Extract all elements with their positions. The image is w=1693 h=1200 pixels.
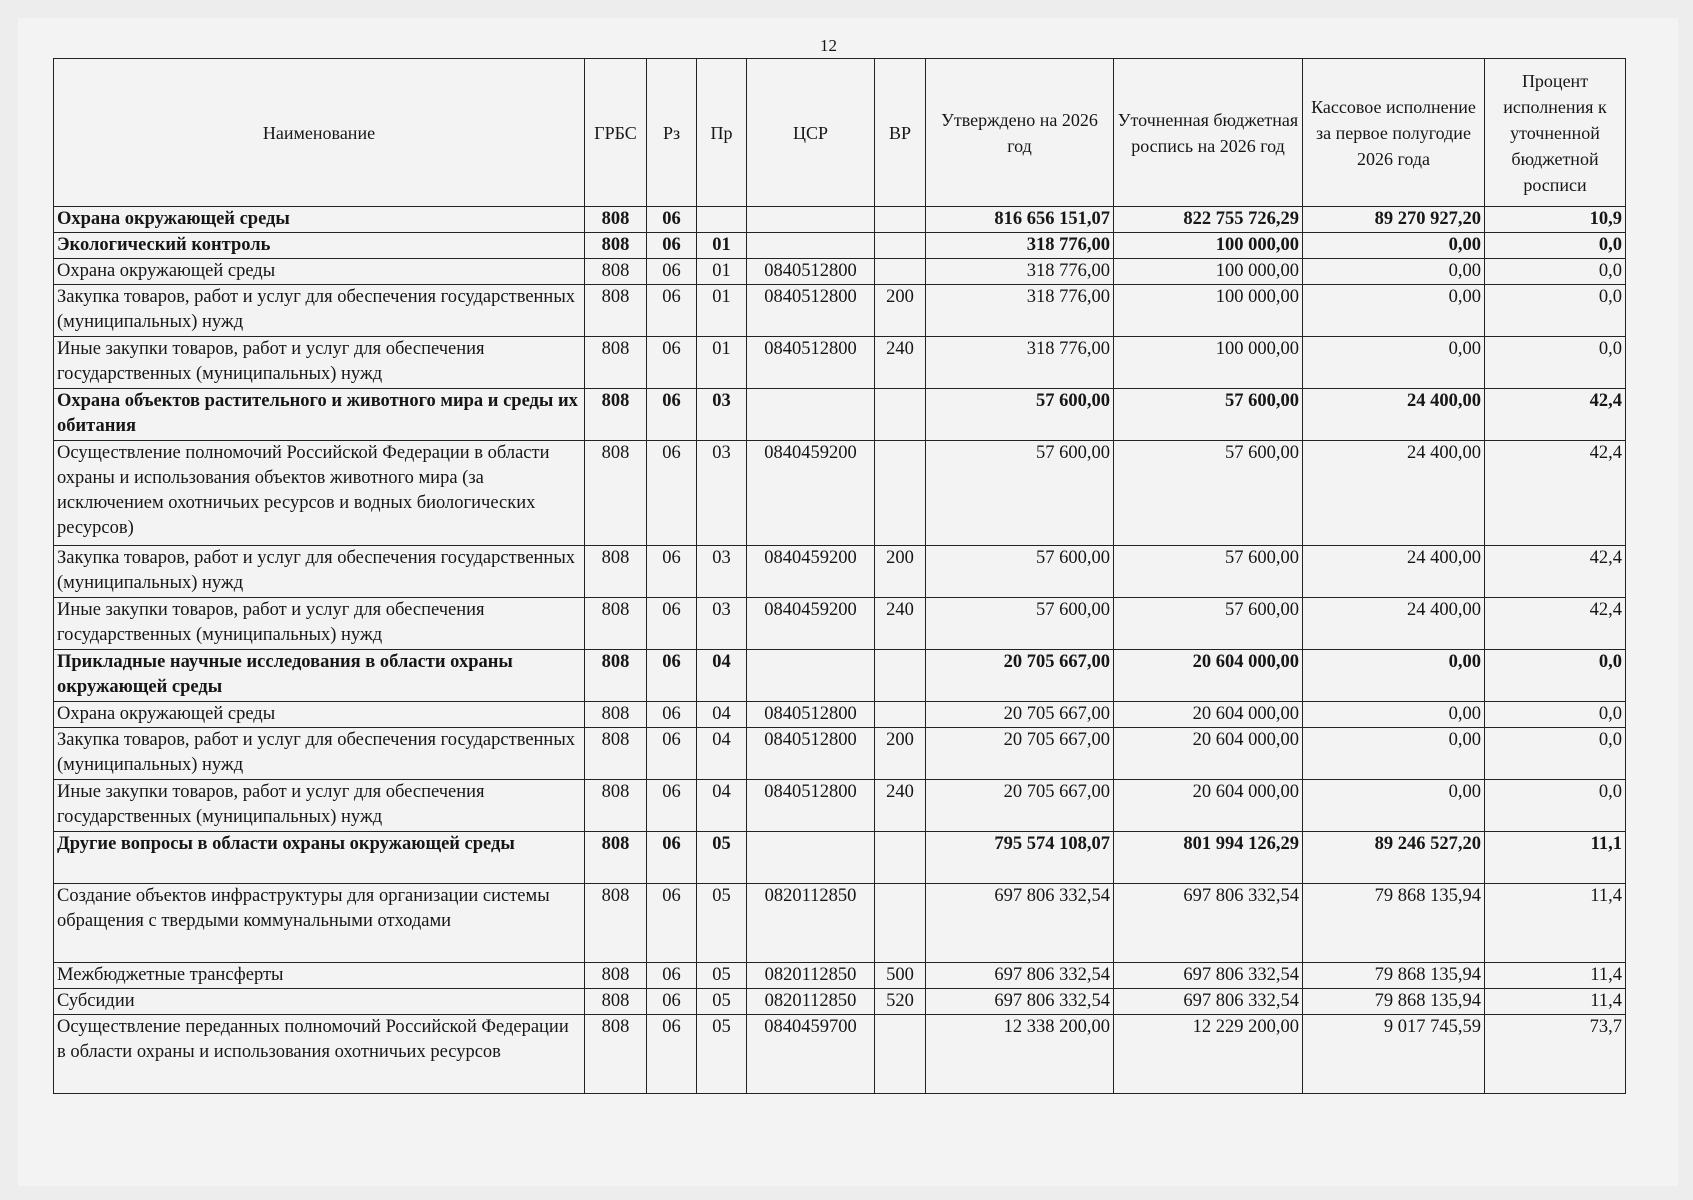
cell-csr: 0840512800: [747, 259, 875, 285]
cell-name: Закупка товаров, работ и услуг для обеспечения государственных (муниципальных) нужд: [54, 546, 585, 598]
cell-approved: 20 705 667,00: [926, 728, 1114, 780]
table-row: [54, 989, 1626, 1015]
cell-percent: 73,7: [1485, 1015, 1626, 1094]
cell-grbs: 808: [585, 832, 647, 884]
cell-refined: 100 000,00: [1114, 233, 1303, 259]
cell-rz: 06: [647, 702, 697, 728]
cell-percent: 0,0: [1485, 259, 1626, 285]
table-row: [54, 650, 1626, 702]
cell-csr: [747, 650, 875, 702]
cell-pr: 05: [697, 884, 747, 963]
cell-vr: [875, 207, 926, 233]
cell-name: Создание объектов инфраструктуры для организации системы обращения с твердыми коммунальными отходами: [54, 884, 585, 963]
cell-percent: 11,4: [1485, 884, 1626, 963]
cell-rz: 06: [647, 650, 697, 702]
cell-refined: 697 806 332,54: [1114, 963, 1303, 989]
cell-csr: 0840512800: [747, 285, 875, 337]
cell-approved: 12 338 200,00: [926, 1015, 1114, 1094]
cell-vr: 240: [875, 337, 926, 389]
cell-vr: [875, 1015, 926, 1094]
cell-cash: 89 270 927,20: [1303, 207, 1485, 233]
table-row: [54, 233, 1626, 259]
cell-percent: 42,4: [1485, 546, 1626, 598]
cell-pr: 03: [697, 546, 747, 598]
cell-vr: [875, 233, 926, 259]
cell-refined: 20 604 000,00: [1114, 702, 1303, 728]
cell-percent: 0,0: [1485, 702, 1626, 728]
cell-pr: 01: [697, 259, 747, 285]
cell-grbs: 808: [585, 207, 647, 233]
cell-name: Закупка товаров, работ и услуг для обеспечения государственных (муниципальных) нужд: [54, 728, 585, 780]
cell-name: Охрана окружающей среды: [54, 702, 585, 728]
cell-csr: 0840512800: [747, 702, 875, 728]
cell-refined: 100 000,00: [1114, 259, 1303, 285]
cell-percent: 42,4: [1485, 598, 1626, 650]
cell-vr: [875, 650, 926, 702]
cell-vr: [875, 702, 926, 728]
table-row: [54, 389, 1626, 441]
cell-name: Иные закупки товаров, работ и услуг для обеспечения государственных (муниципальных) нужд: [54, 598, 585, 650]
cell-cash: 79 868 135,94: [1303, 884, 1485, 963]
cell-vr: [875, 389, 926, 441]
cell-name: Охрана окружающей среды: [54, 259, 585, 285]
cell-rz: 06: [647, 259, 697, 285]
cell-name: Прикладные научные исследования в области охраны окружающей среды: [54, 650, 585, 702]
cell-csr: 0820112850: [747, 989, 875, 1015]
cell-grbs: 808: [585, 780, 647, 832]
table-row: [54, 832, 1626, 884]
cell-vr: 240: [875, 780, 926, 832]
cell-grbs: 808: [585, 389, 647, 441]
cell-percent: 11,1: [1485, 832, 1626, 884]
table-row: [54, 728, 1626, 780]
cell-grbs: 808: [585, 441, 647, 546]
cell-cash: 24 400,00: [1303, 441, 1485, 546]
cell-cash: 24 400,00: [1303, 598, 1485, 650]
cell-name: Другие вопросы в области охраны окружающей среды: [54, 832, 585, 884]
cell-pr: 05: [697, 963, 747, 989]
cell-cash: 79 868 135,94: [1303, 989, 1485, 1015]
cell-grbs: 808: [585, 1015, 647, 1094]
cell-csr: [747, 389, 875, 441]
cell-rz: 06: [647, 546, 697, 598]
cell-refined: 822 755 726,29: [1114, 207, 1303, 233]
cell-approved: 57 600,00: [926, 546, 1114, 598]
cell-cash: 0,00: [1303, 337, 1485, 389]
col-header-vr: ВР: [875, 59, 926, 207]
cell-approved: 697 806 332,54: [926, 963, 1114, 989]
cell-csr: 0840512800: [747, 728, 875, 780]
table-row: [54, 441, 1626, 546]
cell-vr: [875, 832, 926, 884]
cell-approved: 57 600,00: [926, 389, 1114, 441]
cell-pr: 03: [697, 441, 747, 546]
cell-vr: 200: [875, 546, 926, 598]
cell-name: Межбюджетные трансферты: [54, 963, 585, 989]
table-row: [54, 963, 1626, 989]
table-header-row: [54, 59, 1626, 207]
cell-approved: 318 776,00: [926, 337, 1114, 389]
cell-csr: [747, 207, 875, 233]
cell-percent: 11,4: [1485, 989, 1626, 1015]
cell-csr: 0840512800: [747, 780, 875, 832]
cell-pr: 05: [697, 989, 747, 1015]
cell-rz: 06: [647, 441, 697, 546]
cell-percent: 0,0: [1485, 337, 1626, 389]
cell-grbs: 808: [585, 702, 647, 728]
col-header-name: Наименование: [54, 59, 585, 207]
cell-cash: 0,00: [1303, 285, 1485, 337]
cell-csr: 0820112850: [747, 963, 875, 989]
cell-grbs: 808: [585, 259, 647, 285]
cell-pr: 04: [697, 728, 747, 780]
cell-grbs: 808: [585, 884, 647, 963]
cell-vr: [875, 441, 926, 546]
cell-approved: 318 776,00: [926, 259, 1114, 285]
cell-vr: 500: [875, 963, 926, 989]
cell-csr: 0840512800: [747, 337, 875, 389]
cell-refined: 100 000,00: [1114, 285, 1303, 337]
cell-rz: 06: [647, 728, 697, 780]
cell-percent: 42,4: [1485, 389, 1626, 441]
cell-approved: 57 600,00: [926, 441, 1114, 546]
cell-grbs: 808: [585, 728, 647, 780]
cell-cash: 0,00: [1303, 728, 1485, 780]
cell-approved: 20 705 667,00: [926, 780, 1114, 832]
col-header-pr: Пр: [697, 59, 747, 207]
cell-name: Субсидии: [54, 989, 585, 1015]
cell-vr: 200: [875, 285, 926, 337]
cell-name: Закупка товаров, работ и услуг для обеспечения государственных (муниципальных) нужд: [54, 285, 585, 337]
cell-refined: 697 806 332,54: [1114, 989, 1303, 1015]
cell-cash: 0,00: [1303, 780, 1485, 832]
cell-approved: 57 600,00: [926, 598, 1114, 650]
cell-rz: 06: [647, 963, 697, 989]
cell-approved: 318 776,00: [926, 285, 1114, 337]
cell-pr: 04: [697, 702, 747, 728]
cell-csr: 0840459700: [747, 1015, 875, 1094]
cell-pr: 03: [697, 389, 747, 441]
cell-pr: [697, 207, 747, 233]
cell-refined: 20 604 000,00: [1114, 780, 1303, 832]
table-row: [54, 259, 1626, 285]
cell-grbs: 808: [585, 598, 647, 650]
cell-grbs: 808: [585, 546, 647, 598]
cell-name: Охрана окружающей среды: [54, 207, 585, 233]
cell-percent: 10,9: [1485, 207, 1626, 233]
cell-csr: [747, 832, 875, 884]
cell-cash: 0,00: [1303, 233, 1485, 259]
table-row: [54, 780, 1626, 832]
cell-refined: 12 229 200,00: [1114, 1015, 1303, 1094]
cell-name: Осуществление полномочий Российской Федерации в области охраны и использования объектов животного мира (за исключением охотничьих ресурсов и водных биологических ресурсов): [54, 441, 585, 546]
cell-name: Иные закупки товаров, работ и услуг для обеспечения государственных (муниципальных) нужд: [54, 780, 585, 832]
cell-percent: 11,4: [1485, 963, 1626, 989]
cell-pr: 05: [697, 1015, 747, 1094]
cell-name: Охрана объектов растительного и животного мира и среды их обитания: [54, 389, 585, 441]
cell-rz: 06: [647, 780, 697, 832]
cell-cash: 24 400,00: [1303, 546, 1485, 598]
cell-percent: 0,0: [1485, 650, 1626, 702]
cell-csr: [747, 233, 875, 259]
table-row: [54, 598, 1626, 650]
cell-cash: 89 246 527,20: [1303, 832, 1485, 884]
cell-name: Экологический контроль: [54, 233, 585, 259]
cell-percent: 0,0: [1485, 233, 1626, 259]
cell-rz: 06: [647, 989, 697, 1015]
cell-rz: 06: [647, 1015, 697, 1094]
cell-grbs: 808: [585, 963, 647, 989]
col-header-rz: Рз: [647, 59, 697, 207]
cell-approved: 20 705 667,00: [926, 702, 1114, 728]
cell-refined: 20 604 000,00: [1114, 728, 1303, 780]
table-row: [54, 702, 1626, 728]
cell-name: Осуществление переданных полномочий Российской Федерации в области охраны и использования охотничьих ресурсов: [54, 1015, 585, 1094]
cell-approved: 816 656 151,07: [926, 207, 1114, 233]
cell-refined: 697 806 332,54: [1114, 884, 1303, 963]
cell-approved: 697 806 332,54: [926, 989, 1114, 1015]
cell-approved: 697 806 332,54: [926, 884, 1114, 963]
budget-table: [53, 58, 1626, 1094]
cell-cash: 0,00: [1303, 702, 1485, 728]
cell-rz: 06: [647, 207, 697, 233]
table-row: [54, 207, 1626, 233]
cell-vr: 240: [875, 598, 926, 650]
cell-rz: 06: [647, 884, 697, 963]
cell-cash: 0,00: [1303, 650, 1485, 702]
cell-pr: 01: [697, 337, 747, 389]
cell-pr: 01: [697, 285, 747, 337]
cell-cash: 0,00: [1303, 259, 1485, 285]
cell-grbs: 808: [585, 650, 647, 702]
cell-grbs: 808: [585, 989, 647, 1015]
cell-name: Иные закупки товаров, работ и услуг для обеспечения государственных (муниципальных) нужд: [54, 337, 585, 389]
cell-refined: 801 994 126,29: [1114, 832, 1303, 884]
cell-rz: 06: [647, 285, 697, 337]
cell-refined: 57 600,00: [1114, 598, 1303, 650]
cell-cash: 79 868 135,94: [1303, 963, 1485, 989]
col-header-refined: Уточненная бюджетная роспись на 2026 год: [1114, 59, 1303, 207]
table-row: [54, 884, 1626, 963]
cell-percent: 0,0: [1485, 728, 1626, 780]
cell-grbs: 808: [585, 337, 647, 389]
cell-refined: 57 600,00: [1114, 441, 1303, 546]
cell-refined: 57 600,00: [1114, 389, 1303, 441]
cell-csr: 0820112850: [747, 884, 875, 963]
cell-rz: 06: [647, 832, 697, 884]
cell-pr: 04: [697, 780, 747, 832]
cell-percent: 0,0: [1485, 780, 1626, 832]
cell-refined: 20 604 000,00: [1114, 650, 1303, 702]
cell-vr: [875, 259, 926, 285]
cell-percent: 42,4: [1485, 441, 1626, 546]
cell-rz: 06: [647, 233, 697, 259]
cell-approved: 795 574 108,07: [926, 832, 1114, 884]
cell-pr: 04: [697, 650, 747, 702]
cell-vr: [875, 884, 926, 963]
cell-pr: 05: [697, 832, 747, 884]
cell-refined: 57 600,00: [1114, 546, 1303, 598]
col-header-csr: ЦСР: [747, 59, 875, 207]
table-row: [54, 546, 1626, 598]
table-row: [54, 285, 1626, 337]
col-header-approved: Утверждено на 2026 год: [926, 59, 1114, 207]
page-number: 12: [820, 36, 837, 55]
cell-cash: 24 400,00: [1303, 389, 1485, 441]
cell-pr: 03: [697, 598, 747, 650]
table-row: [54, 337, 1626, 389]
cell-csr: 0840459200: [747, 441, 875, 546]
cell-grbs: 808: [585, 233, 647, 259]
cell-approved: 318 776,00: [926, 233, 1114, 259]
cell-vr: 520: [875, 989, 926, 1015]
cell-refined: 100 000,00: [1114, 337, 1303, 389]
cell-approved: 20 705 667,00: [926, 650, 1114, 702]
table-row: [54, 1015, 1626, 1094]
cell-grbs: 808: [585, 285, 647, 337]
cell-csr: 0840459200: [747, 598, 875, 650]
col-header-cash: Кассовое исполнение за первое полугодие 2026 года: [1303, 59, 1485, 207]
cell-csr: 0840459200: [747, 546, 875, 598]
cell-rz: 06: [647, 389, 697, 441]
col-header-grbs: ГРБС: [585, 59, 647, 207]
cell-cash: 9 017 745,59: [1303, 1015, 1485, 1094]
cell-pr: 01: [697, 233, 747, 259]
col-header-percent: Процент исполнения к уточненной бюджетной росписи: [1485, 59, 1626, 207]
cell-rz: 06: [647, 337, 697, 389]
cell-percent: 0,0: [1485, 285, 1626, 337]
cell-rz: 06: [647, 598, 697, 650]
cell-vr: 200: [875, 728, 926, 780]
